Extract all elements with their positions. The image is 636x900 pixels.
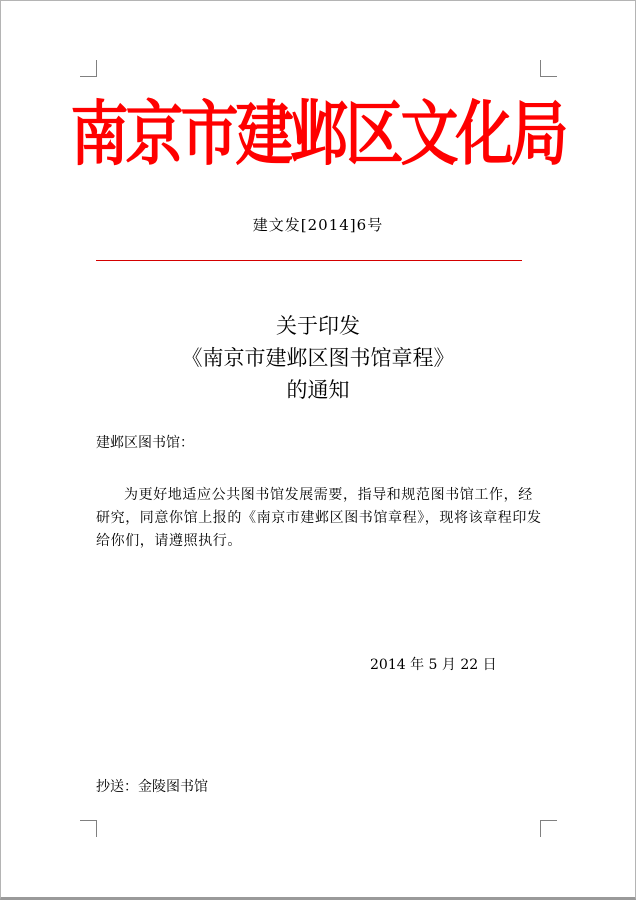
addressee: 建邺区图书馆： [96, 435, 194, 451]
organization-header: 南京市建邺区文化局 [70, 93, 566, 175]
crop-mark-top-right [540, 60, 557, 77]
cc-line: 抄送：金陵图书馆 [96, 779, 208, 795]
crop-mark-bottom-left [80, 820, 97, 837]
body-paragraph: 为更好地适应公共图书馆发展需要，指导和规范图书馆工作，经研究，同意你馆上报的《南京市建邺区图书馆章程》，现将该章程印发给你们，请遵照执行。 [96, 487, 542, 549]
document-number: 建文发[2014]6号 [252, 216, 384, 234]
notice-title-line-1: 关于印发 [276, 314, 360, 338]
notice-title-line-3: 的通知 [286, 378, 350, 402]
notice-title-line-2: 《南京市建邺区图书馆章程》 [181, 346, 455, 370]
issue-date: 2014 年 5 月 22 日 [370, 657, 497, 673]
red-divider [96, 260, 522, 261]
crop-mark-top-left [80, 60, 97, 77]
notice-title [0, 310, 636, 406]
crop-mark-bottom-right [540, 820, 557, 837]
